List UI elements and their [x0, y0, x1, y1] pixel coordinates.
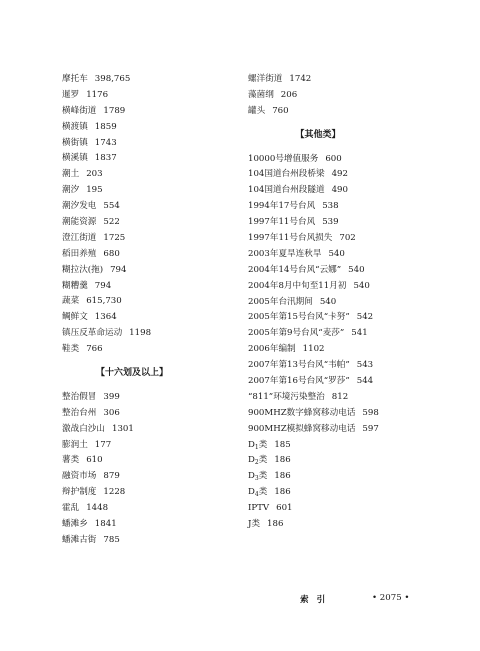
entry-page: 1176: [86, 89, 109, 100]
entry-page: 601: [276, 503, 293, 514]
entry-term: 2007年第13号台风“韦帕”: [248, 360, 350, 371]
index-entry: [248, 295, 418, 311]
entry-page: 680: [103, 248, 120, 259]
entry-page: 490: [331, 185, 348, 196]
footer-label: 索引: [300, 595, 334, 605]
index-entry: [62, 501, 232, 517]
entry-page: 597: [362, 423, 379, 434]
index-entry: [62, 533, 232, 549]
entry-term: 10000号增值服务: [248, 153, 319, 164]
index-entry: [248, 390, 418, 406]
entry-term: 2003年夏旱连秋旱: [248, 248, 322, 259]
entry-page: 1102: [302, 344, 325, 355]
entry-term: 鞋类: [62, 344, 80, 355]
entry-term: 整治台州: [62, 407, 97, 418]
entry-page: 1841: [94, 519, 117, 530]
index-entry: [248, 199, 418, 215]
index-entry: [62, 88, 232, 104]
entry-term: 膨润土: [62, 439, 88, 450]
entry-term-suffix: 类: [258, 471, 268, 482]
entry-term-prefix: D: [248, 487, 255, 498]
entry-term-subscript: 3: [254, 475, 259, 483]
entry-term-suffix: 类: [258, 455, 268, 466]
index-entry: [248, 342, 418, 358]
entry-term: 摩托车: [62, 74, 88, 84]
entry-term: 2006年编制: [248, 344, 296, 355]
entry-term: 1997年11号台风损失: [248, 233, 333, 244]
index-entry: [62, 422, 232, 438]
entry-page: 540: [353, 280, 370, 291]
entry-term-prefix: J类: [248, 519, 261, 530]
entry-term: 螺洋街道: [248, 74, 283, 84]
entry-page: 1859: [94, 121, 117, 132]
index-entry: [248, 279, 418, 295]
entry-term: 横渡镇: [62, 121, 88, 132]
index-entry: [62, 406, 232, 422]
entry-page: 1448: [86, 503, 109, 514]
entry-term-suffix: 类: [258, 487, 268, 498]
entry-term: 霍乱: [62, 503, 80, 514]
entry-page: 554: [103, 201, 120, 212]
index-entry: [62, 453, 232, 469]
entry-term: 藻菌纲: [248, 89, 274, 100]
entry-term: 1994年17号台风: [248, 201, 316, 212]
index-entry: [62, 199, 232, 215]
entry-page: 1301: [111, 423, 134, 434]
index-entry: [62, 438, 232, 454]
entry-page: 1725: [103, 232, 126, 243]
index-entry: [62, 485, 232, 501]
index-entry: [248, 215, 418, 231]
entry-page: 177: [94, 439, 112, 450]
entry-page: 540: [319, 296, 337, 307]
entry-page: 539: [322, 217, 339, 228]
entry-term: 薯类: [62, 455, 80, 466]
entry-term: 澄江街道: [62, 232, 97, 243]
entry-page: 186: [274, 455, 291, 466]
entry-page: 794: [110, 264, 127, 275]
entry-term: 融资市场: [62, 471, 97, 482]
entry-term: 潮汐: [62, 185, 80, 196]
index-entry: [62, 183, 232, 199]
entry-term: 104国道台州段桥梁: [248, 169, 325, 180]
index-entry: [248, 183, 418, 199]
right-column: [248, 72, 418, 533]
entry-term: 潮汐发电: [62, 201, 97, 212]
entry-page: 702: [339, 233, 356, 244]
entry-page: 610: [86, 455, 103, 466]
entry-term: “811”环境污染整治: [248, 391, 325, 402]
index-entry: [248, 358, 418, 374]
index-entry: [62, 517, 232, 533]
entry-term: 罐头: [248, 105, 266, 116]
entry-page: 399: [103, 391, 120, 402]
entry-term-subscript: 2: [254, 459, 259, 467]
index-entry: [248, 453, 418, 469]
index-entry: [62, 104, 232, 120]
entry-term: 激战白沙山: [62, 423, 105, 434]
entry-term: 2005年台汛期间: [248, 296, 313, 307]
index-entry: [62, 247, 232, 263]
entry-term: 蟠滩古街: [62, 534, 97, 545]
entry-page: 186: [274, 471, 291, 482]
entry-term: 104国道台州段隧道: [248, 185, 325, 196]
entry-term: 暹罗: [62, 89, 80, 100]
index-entry: [62, 342, 232, 358]
index-entry: [62, 215, 232, 231]
entry-term: 鲷鲜文: [62, 312, 88, 323]
index-entry: [62, 167, 232, 183]
index-entry: [248, 247, 418, 263]
entry-page: 1837: [94, 153, 117, 164]
entry-term: 潮土: [62, 169, 80, 180]
entry-term-prefix: D: [248, 439, 255, 450]
index-entry: [248, 501, 418, 517]
entry-term-prefix: D: [248, 471, 255, 482]
index-entry: [62, 120, 232, 136]
entry-page: 398,765: [94, 74, 131, 84]
entry-page: 879: [103, 471, 120, 482]
entry-term: 2004年14号台风“云娜”: [248, 264, 342, 275]
left-column: [62, 72, 232, 549]
entry-page: 492: [331, 169, 348, 180]
index-entry: [248, 438, 418, 454]
entry-page: 615,730: [86, 296, 122, 307]
index-entry: [248, 231, 418, 247]
entry-page: 541: [351, 328, 368, 339]
entry-term: 2005年第9号台风“麦莎”: [248, 328, 345, 339]
index-entry: [248, 374, 418, 390]
entry-page: 1743: [94, 137, 117, 148]
entry-term-prefix: IPTV: [248, 503, 270, 514]
index-entry: [248, 469, 418, 485]
entry-term: 糊拉汏(拖): [62, 264, 104, 275]
entry-term-subscript: 4: [254, 491, 259, 499]
entry-term: 900MHZ数字蜂窝移动电话: [248, 407, 356, 418]
index-entry: [248, 406, 418, 422]
index-entry: [62, 72, 232, 88]
entry-term: 辩护制度: [62, 487, 97, 498]
entry-page: 206: [280, 89, 298, 100]
entry-page: 543: [356, 360, 374, 371]
page-footer: [300, 593, 430, 607]
entry-term: 潮能资源: [62, 217, 97, 228]
index-entry: [62, 136, 232, 152]
entry-page: 540: [348, 264, 365, 275]
index-entry: [248, 72, 418, 88]
entry-term: 横溪镇: [62, 153, 88, 164]
page-number: • 2075 •: [372, 593, 410, 603]
entry-term: 糊糟羹: [62, 280, 88, 291]
entry-page: 522: [103, 217, 120, 228]
entry-page: 186: [267, 519, 284, 530]
index-entry: [62, 390, 232, 406]
entry-term: 2005年第15号台风“卡努”: [248, 312, 350, 323]
index-entry: [248, 104, 418, 120]
entry-term-subscript: 1: [254, 443, 259, 451]
entry-page: 600: [325, 153, 342, 164]
entry-term-suffix: 类: [258, 439, 268, 450]
entry-page: 1789: [103, 105, 126, 116]
entry-page: 542: [356, 312, 374, 323]
entry-term: 镇压反革命运动: [62, 328, 123, 339]
entry-page: 185: [274, 439, 291, 450]
index-entry: [248, 263, 418, 279]
entry-page: 538: [322, 201, 339, 212]
index-entry: [62, 469, 232, 485]
index-entry: [62, 294, 232, 310]
entry-term: 2007年第16号台风“罗莎”: [248, 376, 350, 387]
entry-page: 544: [356, 376, 374, 387]
entry-page: 306: [103, 407, 120, 418]
entry-term: 横街镇: [62, 137, 88, 148]
index-entry: [62, 279, 232, 295]
section-heading-other: 【其他类】: [295, 129, 341, 140]
index-entry: [62, 151, 232, 167]
entry-page: 766: [86, 344, 103, 355]
entry-page: 760: [272, 105, 289, 116]
entry-term: 蔬菜: [62, 296, 80, 307]
entry-page: 1742: [289, 74, 312, 84]
entry-term: 稻田养殖: [62, 248, 97, 259]
index-entry: [62, 263, 232, 279]
index-entry: [248, 422, 418, 438]
index-entry: [248, 152, 418, 168]
entry-page: 785: [103, 534, 120, 545]
entry-page: 1228: [103, 487, 126, 498]
entry-page: 195: [86, 185, 103, 196]
entry-page: 1364: [94, 312, 117, 323]
entry-page: 812: [331, 391, 349, 402]
index-entry: [62, 310, 232, 326]
index-entry: [248, 326, 418, 342]
index-entry: [248, 517, 418, 533]
index-entry: [248, 310, 418, 326]
entry-page: 540: [328, 248, 345, 259]
entry-page: 794: [94, 280, 112, 291]
index-entry: [62, 231, 232, 247]
index-entry: [62, 326, 232, 342]
entry-page: 1198: [129, 328, 152, 339]
entry-term: 整治假冒: [62, 391, 97, 402]
entry-page: 186: [274, 487, 291, 498]
entry-term: 900MHZ模拟蜂窝移动电话: [248, 423, 356, 434]
entry-page: 598: [362, 407, 379, 418]
entry-term: 1997年11号台风: [248, 217, 316, 228]
index-entry: [248, 485, 418, 501]
entry-term: 2004年8月中旬至11月初: [248, 280, 347, 291]
index-entry: [248, 167, 418, 183]
entry-term: 蟠滩乡: [62, 519, 88, 530]
entry-page: 203: [86, 169, 103, 180]
entry-term-prefix: D: [248, 455, 255, 466]
section-heading-sixteen-strokes: 【十六划及以上】: [95, 368, 168, 379]
entry-term: 横峰街道: [62, 105, 97, 116]
index-entry: [248, 88, 418, 104]
